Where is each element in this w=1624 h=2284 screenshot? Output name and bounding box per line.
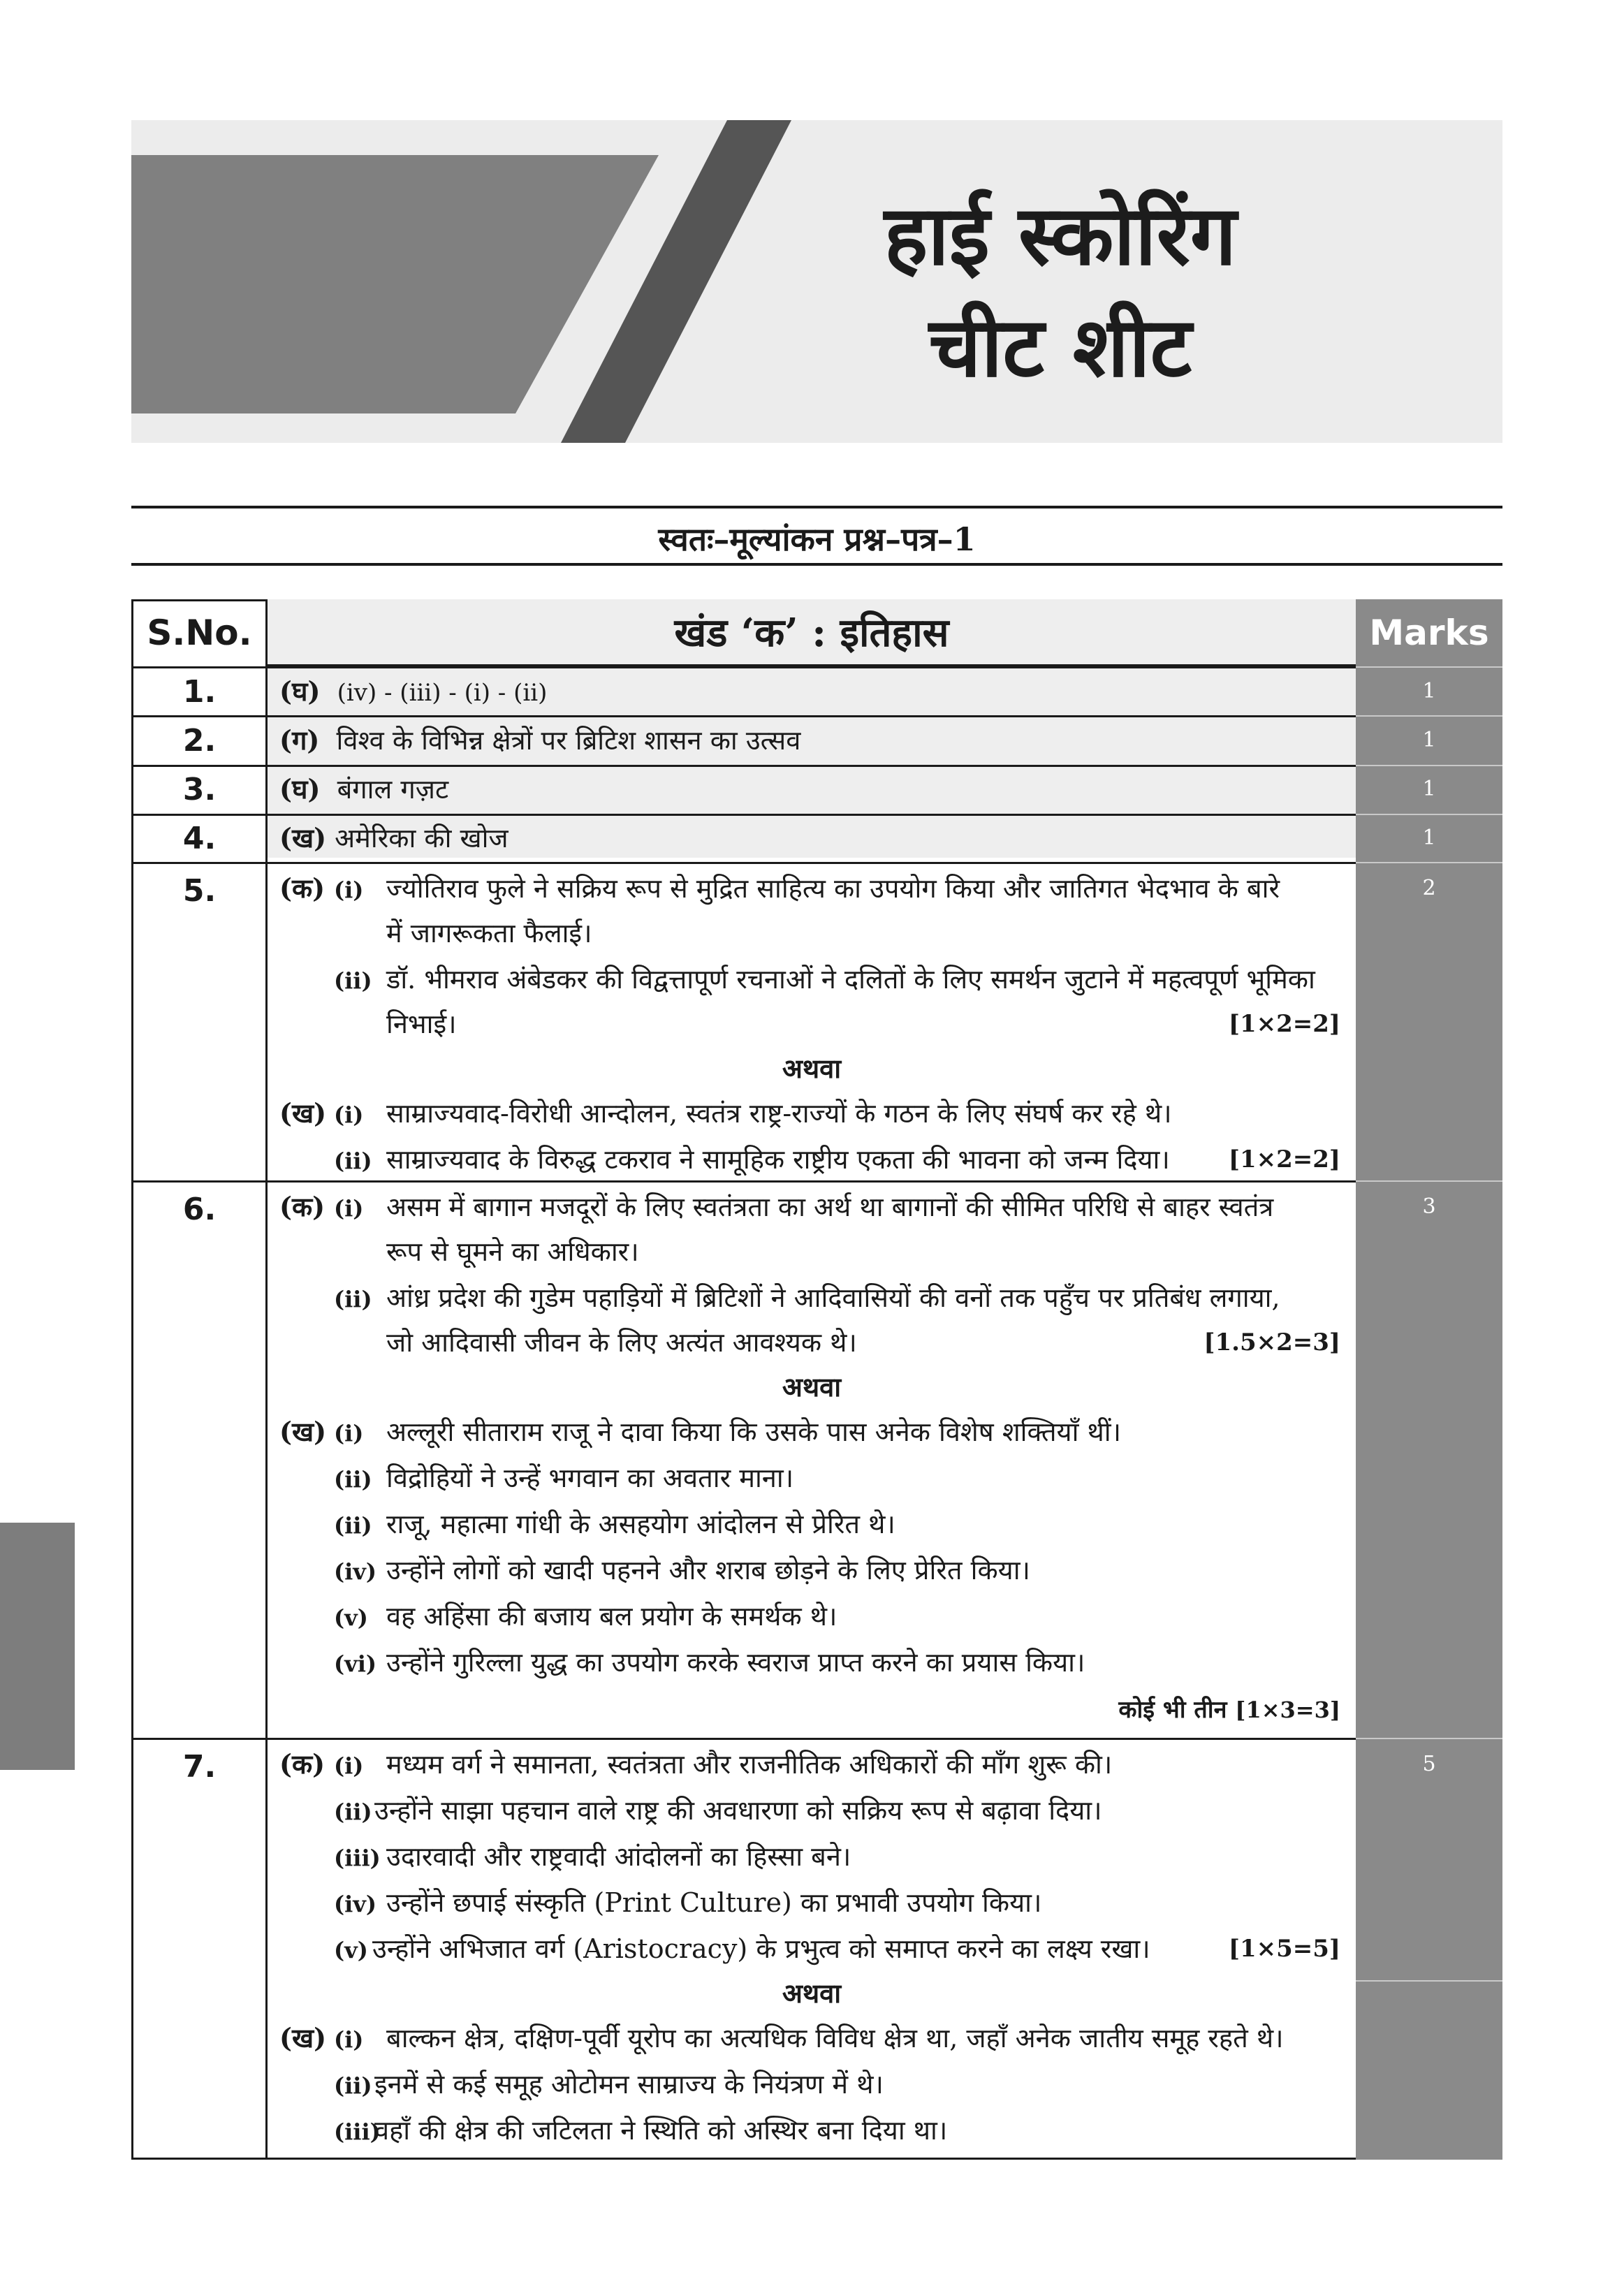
q6-b-score: [1×3=3] (1235, 1697, 1340, 1723)
row-divider (131, 1180, 1356, 1183)
q7-a-2-num: (ii) (334, 1799, 372, 1825)
q1-option: (घ) (279, 675, 321, 707)
q5-number: 5. (182, 873, 217, 909)
q6-b-1-num: (i) (334, 1420, 364, 1447)
q4-text: अमेरिका की खोज (335, 823, 509, 854)
q7-option-a: (क) (279, 1748, 325, 1780)
q5-b-score: [1×2=2] (1228, 1145, 1340, 1173)
q6-b-5: वह अहिंसा की बजाय बल प्रयोग के समर्थक थे। (386, 1601, 837, 1632)
q5-a-ii-line2: निभाई। (386, 1009, 457, 1039)
q1-number: 1. (182, 674, 217, 710)
row-divider (131, 666, 1356, 668)
q4-marks: 1 (1422, 826, 1436, 850)
q5-a-ii-line1: डॉ. भीमराव अंबेडकर की विद्वत्तापूर्ण रचनाओं ने दलितों के लिए समर्थन जुटाने में महत्वपूर्ण भूमिका (386, 964, 1315, 995)
q6-b-footer (1118, 1692, 1340, 1728)
q5-a-i-num: (i) (334, 877, 364, 903)
q7-option-b: (ख) (279, 2022, 327, 2054)
q7-b-2: इनमें से कई समूह ओटोमन साम्राज्य के नियंत्रण में थे। (374, 2069, 884, 2100)
marks-divider (1356, 715, 1502, 717)
q5-option-b: (ख) (279, 1097, 327, 1129)
marks-divider (1356, 862, 1502, 863)
banner-title (830, 180, 1291, 403)
row-divider (131, 765, 1356, 767)
q6-b-note: कोई भी तीन (1118, 1696, 1227, 1724)
q7-a-3: उदारवादी और राष्ट्रवादी आंदोलनों का हिस्सा बने। (386, 1841, 851, 1872)
heading-bottom-rule (131, 563, 1502, 566)
q7-a-1: मध्यम वर्ग ने समानता, स्वतंत्रता और राजनीतिक अधिकारों की माँग शुरू की। (386, 1749, 1113, 1780)
q6-b-2: विद्रोहियों ने उन्हें भगवान का अवतार माना। (386, 1463, 794, 1493)
q6-athva: अथवा (782, 1371, 842, 1403)
q2-number: 2. (182, 723, 217, 759)
row-divider (131, 715, 1356, 717)
q6-b-4: उन्होंने लोगों को खादी पहनने और शराब छोड़ने के लिए प्रेरित किया। (386, 1555, 1030, 1586)
q6-b-2-num: (ii) (334, 1466, 372, 1493)
side-tab (0, 1523, 75, 1770)
marks-divider (1356, 765, 1502, 766)
q1-marks: 1 (1422, 679, 1436, 703)
section-heading: स्वतः–मूल्यांकन प्रश्न–पत्र–1 (658, 520, 976, 558)
q4-option: (ख) (279, 822, 327, 854)
heading-top-rule (131, 506, 1502, 508)
q6-b-6: उन्होंने गुरिल्ला युद्ध का उपयोग करके स्वराज प्राप्त करने का प्रयास किया। (386, 1647, 1085, 1678)
q6-a-i-line2: रूप से घूमने का अधिकार। (386, 1236, 639, 1267)
header-section-title: खंड ‘क’ : इतिहास (268, 599, 1356, 666)
q7-a-4-num: (iv) (334, 1891, 377, 1917)
header-banner (131, 120, 1502, 443)
q6-b-5-num: (v) (334, 1604, 368, 1631)
q5-a-score: [1×2=2] (1228, 1010, 1340, 1038)
q6-marks: 3 (1422, 1194, 1436, 1219)
q3-option: (घ) (279, 773, 321, 805)
marks-divider (1356, 814, 1502, 815)
q6-a-ii-line1: आंध्र प्रदेश की गुडेम पहाड़ियों में ब्रिटिशों ने आदिवासियों की वनों तक पहुँच पर प्रतिबंध लगाया, (386, 1282, 1280, 1313)
q6-a-ii-num: (ii) (334, 1286, 372, 1312)
q4-answer (279, 820, 509, 856)
q6-option-b: (ख) (279, 1416, 327, 1447)
q7-a-5-num: (v) (334, 1937, 368, 1963)
banner-graphic (131, 120, 1502, 443)
q7-a-2: उन्होंने साझा पहचान वाले राष्ट्र की अवधारणा को सक्रिय रूप से बढ़ावा दिया। (374, 1795, 1102, 1826)
header-marks: Marks (1369, 613, 1489, 653)
q7-a-score: [1×5=5] (1228, 1935, 1340, 1963)
q7-a-1-num: (i) (334, 1752, 364, 1779)
answer-table (131, 599, 1502, 2160)
q3-marks: 1 (1422, 777, 1436, 801)
q1-answer (279, 673, 547, 711)
marks-divider (1356, 1180, 1502, 1182)
q5-option-a: (क) (279, 872, 325, 904)
q7-b-2-num: (ii) (334, 2072, 372, 2099)
q7-b-1-num: (i) (334, 2026, 364, 2053)
q5-a-i-line2: में जागरूकता फैलाई। (386, 918, 592, 949)
q2-text: विश्व के विभिन्न क्षेत्रों पर ब्रिटिश शासन का उत्सव (336, 725, 801, 756)
q6-b-4-num: (iv) (334, 1558, 377, 1585)
q5-b-i-num: (i) (334, 1101, 364, 1128)
q1-text: (iv) - (iii) - (i) - (ii) (337, 679, 548, 707)
row-divider (131, 1738, 1356, 1740)
q7-number: 7. (182, 1749, 217, 1785)
q7-a-3-num: (iii) (334, 1845, 381, 1871)
q5-b-i: साम्राज्यवाद-विरोधी आन्दोलन, स्वतंत्र राष्ट्र-राज्यों के गठन के लिए संघर्ष कर रहे थे। (386, 1098, 1172, 1129)
q7-b-1: बाल्कन क्षेत्र, दक्षिण-पूर्वी यूरोप का अत्यधिक विविध क्षेत्र था, जहाँ अनेक जातीय समूह रहते थे। (386, 2023, 1284, 2054)
q6-a-i-line1: असम में बागान मजदूरों के लिए स्वतंत्रता का अर्थ था बागानों की सीमित परिधि से बाहर स्वतंत्र (386, 1192, 1274, 1222)
q6-number: 6. (182, 1192, 217, 1227)
banner-title-line2: चीट शीट (928, 299, 1192, 395)
q3-text: बंगाल गज़ट (337, 774, 449, 805)
banner-title-line1: हाई स्कोरिंग (884, 187, 1237, 284)
q6-b-3-num: (ii) (334, 1512, 372, 1539)
q2-answer (279, 722, 800, 759)
marks-divider (1356, 1738, 1502, 1739)
q6-a-score: [1.5×2=3] (1204, 1328, 1340, 1356)
marks-divider (1356, 1980, 1502, 1982)
q6-b-6-num: (vi) (334, 1650, 377, 1677)
q5-b-ii: साम्राज्यवाद के विरुद्ध टकराव ने सामूहिक राष्ट्रीय एकता की भावना को जन्म दिया। (386, 1144, 1170, 1175)
q6-b-1: अल्लूरी सीताराम राजू ने दावा किया कि उसके पास अनेक विशेष शक्तियाँ थीं। (386, 1416, 1122, 1447)
q5-athva: अथवा (782, 1053, 842, 1084)
q2-option: (ग) (279, 724, 320, 756)
q5-marks: 2 (1422, 876, 1436, 900)
q7-b-3-num: (iii) (334, 2118, 381, 2145)
q7-a-5: उन्होंने अभिजात वर्ग (Aristocracy) के प्रभुत्व को समाप्त करने का लक्ष्य रखा। (372, 1933, 1150, 1964)
q6-a-ii-line2: जो आदिवासी जीवन के लिए अत्यंत आवश्यक थे। (386, 1327, 857, 1358)
q5-b-ii-num: (ii) (334, 1148, 372, 1174)
q5-a-ii-num: (ii) (334, 967, 372, 994)
q7-athva: अथवा (782, 1977, 842, 2009)
marks-divider (1356, 666, 1502, 668)
q3-number: 3. (182, 772, 217, 807)
q7-b-3: वहाँ की क्षेत्र की जटिलता ने स्थिति को अस्थिर बना दिया था। (374, 2115, 948, 2146)
q5-a-i-line1: ज्योतिराव फुले ने सक्रिय रूप से मुद्रित साहित्य का उपयोग किया और जातिगत भेदभाव के बारे (386, 873, 1280, 904)
q6-option-a: (क) (279, 1191, 325, 1222)
q6-a-i-num: (i) (334, 1195, 364, 1222)
q6-b-3: राजू, महात्मा गांधी के असहयोग आंदोलन से प्रेरित थे। (386, 1509, 895, 1539)
q4-number: 4. (182, 821, 217, 856)
row-divider (131, 862, 1356, 864)
q3-answer (279, 771, 448, 807)
q7-a-4: उन्होंने छपाई संस्कृति (Print Culture) का प्रभावी उपयोग किया। (386, 1887, 1042, 1918)
header-sno: S.No. (147, 613, 252, 653)
row-divider (131, 814, 1356, 816)
q7-marks: 5 (1422, 1752, 1436, 1776)
q2-marks: 1 (1422, 728, 1436, 752)
